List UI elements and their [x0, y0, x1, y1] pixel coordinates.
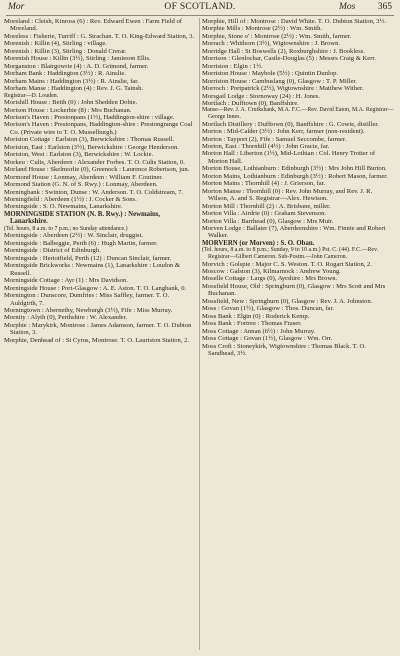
directory-entry: Morganston : Blairgowrie (4) : A. D. Grimond, farmer. [4, 62, 149, 70]
directory-entry: Morton Villa : Barrhead (0), Glasgow : Mrs Muir. [202, 217, 334, 225]
directory-entry: Moselle Cottage : Largs (0), Ayrshire : Mrs Brown. [202, 275, 338, 283]
directory-entry: Morriston : Elgin : 1½. [202, 62, 263, 70]
directory-entry: Morningside : Heriotfield, Perth (12) : Duncan Sinclair, farmer. [4, 254, 172, 262]
directory-entry: Morphie, Denhead of : St Cyrus, Montrose. T. O. Lauriston Station, 2. [4, 336, 190, 344]
directory-entry: Morton Mill : Thornhill (2) : A. Brisbane, miller. [202, 202, 331, 210]
directory-entry: Morningside House : Port-Glasgow : A. E. Aston. T. O. Langbank, 0. [4, 284, 187, 292]
directory-entry: MORNINGSIDE STATION (N. B. Rwy.) : Newmains, Lanarkshire. [4, 210, 161, 226]
directory-entry: Morton, East : Thornhill (4½) : John Gracie, far. [202, 142, 330, 150]
directory-entry: Moreless : Fisherie, Turriff : G. Strachan. T. O. King-Edward Station, 3. [4, 32, 195, 40]
directory-entry: Morphie, Hill of : Montrose : David White. T. O. Dubton Station, 3½. [202, 18, 387, 25]
directory-entry: Mossfield, New : Springburn (0), Glasgow : Rev. J. A. Johnston. [202, 297, 373, 305]
directory-entry: Registrar—D. Louden. [4, 92, 59, 99]
directory-entry: Morningside Brickworks : Newmains (1), Lanarkshire : Loudon & Russell. [4, 262, 180, 277]
directory-entry: Mormond House : Lonmay, Aberdeen : William F. Coutiner. [4, 173, 163, 181]
directory-entry: Morenish : Killin (3), Stirling : Donald Crerar. [4, 47, 127, 55]
directory-entry: Morishill House : Beith (0) : John Shedden Dobie. [4, 99, 138, 107]
directory-entry: Morland House : Skelmorlie (0), Greenock : Laurence Robertson, jun. [4, 166, 190, 174]
directory-entry: Morningside : District of Edinburgh. [4, 247, 101, 255]
directory-entry: Morham Bank : Haddington (3½) : R. Ainslie. [4, 70, 126, 78]
directory-entry: Morsgail Lodge : Stornoway (24) : H. Jones. [202, 92, 321, 100]
directory-entry: Moriston Cottage : Earlston (3), Berwickshire : Thomas Russell. [4, 136, 175, 144]
directory-entry: Morvich : Golspie : Major C. S. Weston. T. O. Rogart Station, 2. [202, 260, 372, 268]
directory-entry: Moss Cottage : Annan (6½) : John Murray. [202, 327, 316, 335]
directory-entry: (Tel. hours, 8 a.m. to 8 p.m.; Sunday, 9 to 10 a.m.) Pst. C. (44). F.C.—Rev. Registrar—Gilbert Cameron. Sub-Postm.—John Cameron. [202, 247, 379, 260]
directory-entry: Morrison : Glenlochar, Castle-Douglas (5) : Messrs Craig & Kerr. [202, 55, 376, 63]
page-header [6, 2, 394, 16]
directory-entry: Morham Manse : Haddington (4) : Rev. J. G. Tainsh. [4, 85, 144, 93]
directory-entry: Moriston, East : Earlston (3½), Berwickshire : George Henderson. [4, 143, 179, 151]
directory-entry: Morkeu : Cults, Aberdeen : Alexander Forbes. T. O. Cults Station, 0. [4, 158, 185, 166]
columns [4, 18, 396, 656]
directory-entry: Mortlach Distillery : Dufftown (0), Banffshire : G. Cowie, distiller. [202, 120, 379, 128]
directory-entry: Morrach : Whithorn (3½), Wigtownshire : J. Brown. [202, 40, 341, 48]
page-number: 365 [377, 2, 392, 12]
directory-entry: Morton : Tayport (2), Fife : Samuel Seccombe, farmer. [202, 135, 347, 143]
directory-entry: Moss : Govan (1½), Glasgow : Thos. Duncan, far. [202, 305, 334, 313]
directory-entry: Morningbank : Swinton, Dunse : W. Anderson. T. O. Coldstream, 7. [4, 188, 184, 196]
header-right [339, 2, 392, 12]
header-left-word: Mor [8, 2, 25, 12]
directory-entry: Morton House, Lothianburn : Edinburgh (3½) : Mrs John Hill Burton. [202, 165, 387, 173]
right-column [202, 18, 394, 357]
directory-entry: Manse—Rev. J. A. Cruikshank, M.A. F.C.—Rev. David Eaton, M.A. Registrar—George Innes. [202, 107, 394, 121]
directory-entry: Morningside : Balbeggie, Perth (6) : Hugh Martin, farmer. [4, 239, 158, 247]
column-divider [199, 18, 200, 650]
directory-entry: Moscow : Galston (3), Kilmarnock : Andrew Young. [202, 267, 341, 275]
directory-entry: Moss Croft : Stoneykirk, Wigtownshire : Thomas Black. T. O. Sandhead, 3½. [202, 342, 366, 357]
directory-entry: Morison House : Lockerbie (8) : Mrs Buchanan. [4, 106, 132, 114]
directory-entry: Moss Bank : Elgin (0) : Roderick Kemp. [202, 312, 310, 320]
directory-entry: Moss Bank : Fortree : Thomas Fraser. [202, 320, 302, 328]
directory-entry: Morenish House : Killin (3½), Stirling : Jamieson Ellis. [4, 55, 151, 63]
directory-entry: Morridge Hall : St Boswells (2), Roxburghshire : J. Bookless. [202, 47, 365, 55]
directory-entry: Morningside : Aberdeen (2½) : W. Sinclair, druggist. [4, 232, 144, 240]
directory-entry: Mornington : Dunscore, Dumfries : Miss Saffley, farmer. T. O. Auldgirth, 7. [4, 292, 170, 307]
directory-entry: Morton Manse : Thornhill (0) : Rev. John Murray, and Rev. J. R. Wilson, A. and S. Registrar—Alex. Hewison. [202, 187, 373, 203]
directory-entry: Morham Mains : Haddington (3½) : R. Ainslie, far. [4, 77, 139, 85]
left-column [4, 18, 196, 344]
directory-entry: Morningfield : Aberdeen (1½) : J. Cocker & Sons. [4, 196, 137, 204]
directory-entry: Morphie Mills : Montrose (2½) : Wm. Smith. [202, 25, 323, 33]
directory-entry: Mornity : Alyth (0), Perthshire : W. Alexander. [4, 314, 128, 322]
directory-entry: Morriston House : Cambuslang (0), Glasgow : T. P. Miller. [202, 77, 357, 85]
header-title: OF SCOTLAND. [164, 2, 236, 12]
directory-entry: Morningtown : Abernethy, Newburgh (3½), Fife : Miss Murray. [4, 306, 173, 314]
directory-entry: Morriston House : Maybole (5½) : Quintin Dunlop. [202, 70, 339, 78]
directory-entry: Morton : Mid-Calder (3½) : John Kerr, farmer (non-resident). [202, 128, 365, 136]
directory-entry: Morphie, Stone o' : Montrose (2½) : Wm. Smith, farmer. [202, 32, 352, 40]
directory-entry: Moreland : Cleish, Kinross (6) : Rev. Edward Ewen : Farm Field of Moreland. [4, 18, 182, 33]
directory-entry: Morton Hall : Liberton (1½), Mid-Lothian : Col. Henry Trotter of Morton Hall. [202, 150, 376, 165]
directory-entry: (Tel. hours, 8 a.m. to 7 p.m.; no Sunday attendance.) [4, 225, 128, 232]
directory-entry: Morton Mains, Lothianburn : Edinburgh (3½) : Robert Mason, farmer. [202, 172, 388, 180]
directory-entry: Morningside : S. O. Newmains, Lanarkshire. [4, 203, 123, 211]
directory-entry: Morison's Haven : Prestonpans, Haddington-shire : Prestongrange Coal Co. (Private wire to T. O. Musselburgh.) [4, 121, 193, 136]
directory-entry: Morroch : Portpatrick (2½), Wigtownshire : Matthew Wither. [202, 85, 364, 93]
directory-entry: Morton Mains : Thornhill (4) : J. Grierson, far. [202, 180, 326, 188]
header-right-word: Mos [339, 2, 356, 12]
directory-entry: Mossfield House, Old : Springburn (0), Glasgow : Mrs Scott and Mrs Buchanan. [202, 282, 386, 298]
directory-entry: Morningside Cottage : Ayr (1) : Mrs Davidson. [4, 277, 128, 285]
directory-entry: Morven Lodge : Ballater (7), Aberdeenshire : Wm. Finnie and Robert Walker. [202, 224, 386, 240]
directory-entry: Morphie : Marykirk, Montrose : James Adamson, farmer. T. O. Dubton Station, 3. [4, 321, 192, 337]
directory-entry: MORVERN (or Morven) : S. O. Oban. [202, 239, 315, 247]
directory-entry: Morton Villa : Airdrie (0) : Graham Stevenson. [202, 210, 327, 218]
directory-entry: Morison's Haven : Prestonpans (1½), Haddington-shire : village. [4, 114, 175, 122]
directory-entry: Moriston, West : Earlston (3), Berwickshire : W. Lockie. [4, 151, 154, 159]
directory-entry: Mormond Station (G. N. of S. Rwy.) : Lonmay, Aberdeen. [4, 181, 158, 189]
directory-entry: Moss Cottage : Govan (1½), Glasgow : Wm. Orr. [202, 335, 333, 343]
directory-entry: Morenish : Killin (4), Stirling : village. [4, 40, 107, 48]
directory-entry: Mortlach : Dufftown (0), Banffshire. [202, 99, 299, 107]
